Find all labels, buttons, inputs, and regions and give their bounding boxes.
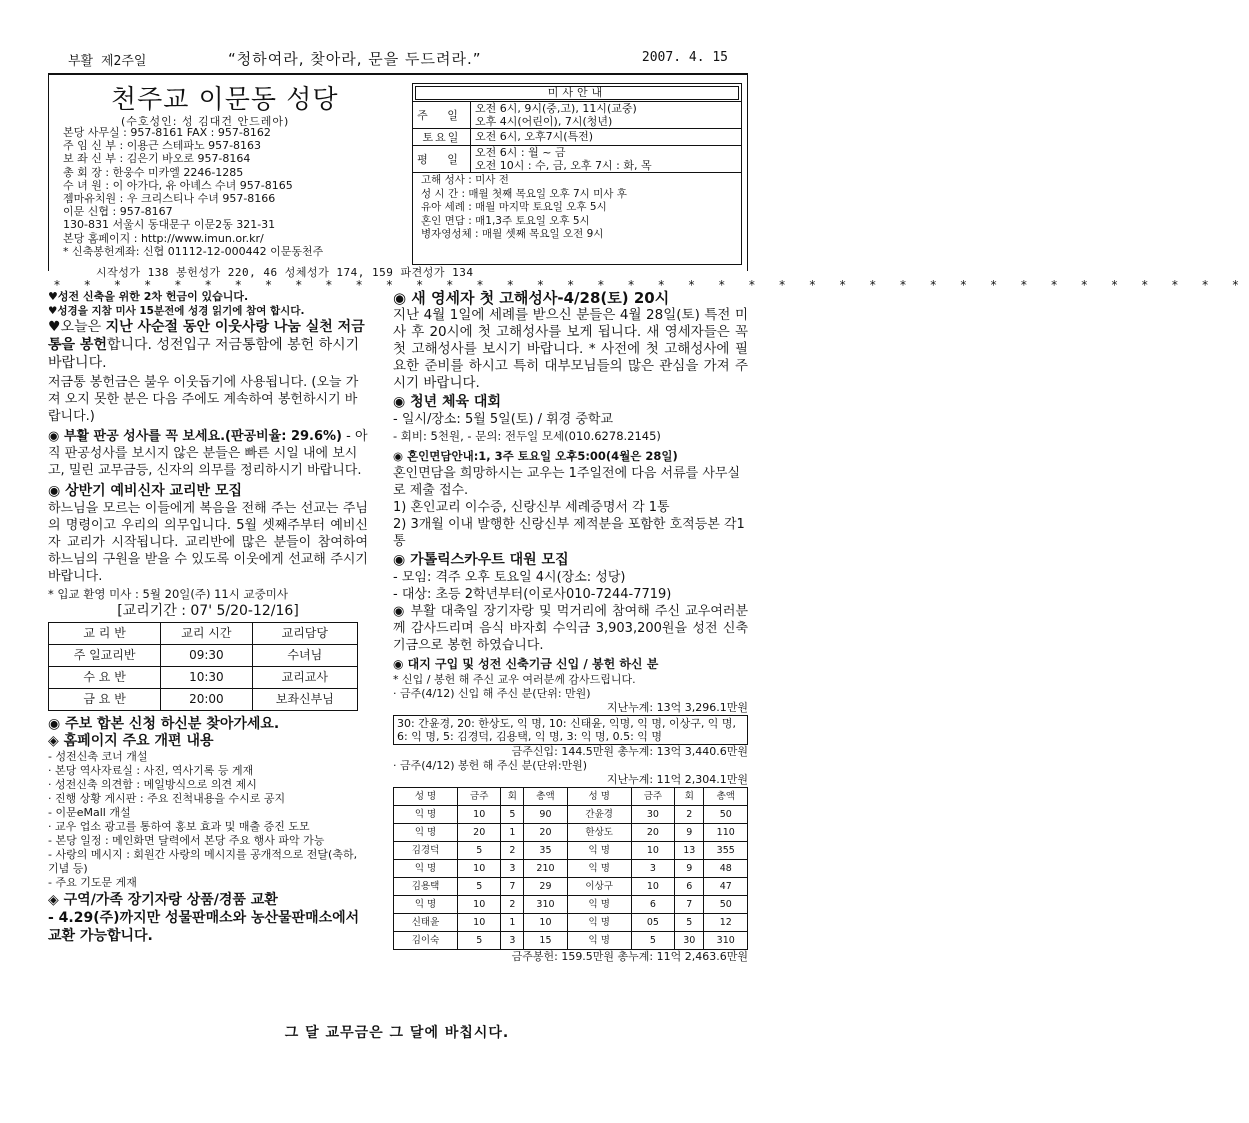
- donation-table: [393, 787, 748, 950]
- weekday-label: 평 일: [413, 146, 471, 172]
- table-row: 수 요 반 10:30 교리교사: [49, 667, 358, 689]
- exchange-heading: ◈ 구역/가족 장기자랑 상품/경품 교환: [48, 892, 278, 908]
- sacrament-notes: [413, 172, 741, 242]
- catechumen-heading: ◉ 상반기 예비신자 교리반 모집: [48, 483, 242, 499]
- homepage-item: - 주요 기도문 게재: [48, 876, 137, 889]
- exchange-text: - 4.29(주)까지만 성물판매소와 농산물판매소에서 교환 가능합니다.: [48, 910, 360, 944]
- mass-schedule-title: 미사안내: [415, 86, 739, 100]
- table-row: 김경덕 5 2 35 익 명 10 13 355: [394, 842, 748, 860]
- contact-line: 이문 신협 : 957-8167: [63, 205, 173, 219]
- youth-sports-heading: ◉ 청년 체육 대회: [393, 394, 501, 410]
- star-divider: * * * * * * * * * * * * * * * * * * * * * * * * * * * * * * * * * * * * * * * *: [54, 278, 1249, 292]
- table-row: 김이숙 5 3 15 익 명 5 30 310: [394, 932, 748, 950]
- contact-list: [63, 126, 323, 258]
- notice-bible-reading: ♥성경을 지참 미사 15분전에 성경 읽기에 참여 합시다.: [48, 305, 305, 317]
- donation-sum: 금주봉헌: 159.5만원 총누계: 11억 2,463.6만원: [511, 950, 748, 963]
- saturday-mass-row: [413, 128, 741, 145]
- bazaar-thanks: ◉ 부활 대축일 장기자랑 및 먹거리에 참여해 주신 교우여러분께 감사드리며 음식 바자회 수익금 3,903,200원을 성전 신축기금으로 봉헌 하였습니다.: [393, 604, 748, 653]
- homepage-item: · 본당 역사자료실 : 사진, 역사기록 등 게재: [48, 764, 254, 777]
- table-header-row: 성 명 금주 회 총액 성 명 금주 회 총액: [394, 788, 748, 806]
- weekday-mass-line: 오전 6시 : 월 ~ 금: [475, 146, 566, 159]
- sacrament-note: 고해 성사 : 미사 전: [421, 174, 509, 186]
- new-pledge-sum: 금주신입: 144.5만원 총누계: 13억 3,440.6만원: [511, 745, 748, 758]
- homepage-item: - 사랑의 메시지 : 회원간 사랑의 메시지를 공개적으로 전달(축하, 기념 등): [48, 848, 358, 875]
- scout-heading: ◉ 가톨릭스카우트 대원 모집: [393, 552, 569, 568]
- table-row: 금 요 반 20:00 보좌신부님: [49, 689, 358, 711]
- right-column: [393, 290, 748, 964]
- missal-heading: ◉ 주보 합본 신청 하신분 찾아가세요.: [48, 716, 280, 732]
- table-row: 주 일교리반 09:30 수녀님: [49, 645, 358, 667]
- homepage-item: · 교우 업소 광고를 통하여 홍보 효과 및 매출 증진 도모: [48, 820, 310, 833]
- donation-previous-total: 지난누계: 11억 2,304.1만원: [606, 773, 748, 786]
- catechumen-text: 하느님을 모르는 이들에게 복음을 전해 주는 선교는 주님의 명령이고 우리의 의무입니다. 5월 셋째주부터 예비신자 교리가 시작됩니다. 교리반에 많은 분들이 참여하여 하느님의 구원을 받을 수 있도록 이웃에게 선교해 주시기 바랍니다.: [48, 501, 368, 584]
- mass-schedule-box: [412, 83, 742, 265]
- wedding-text: 혼인면담을 희망하시는 교우는 1주일전에 다음 서류를 사무실로 제출 접수.: [393, 466, 741, 498]
- bulletin-date: 2007. 4. 15: [641, 50, 728, 65]
- piggybank-notice: ♥오늘은 지난 사순절 동안 이웃사랑 나눔 실천 저금통을 봉헌합니다. 성전입구 저금통함에 봉헌 하시기 바랍니다.: [48, 319, 365, 371]
- new-pledge-previous-total: 지난누계: 13억 3,296.1만원: [606, 701, 748, 714]
- homepage-item: - 성전신축 코너 개설: [48, 750, 148, 763]
- footer-slogan: 그 달 교무금은 그 달에 바칩시다.: [284, 1025, 510, 1041]
- left-column: [48, 290, 368, 945]
- homepage-item: · 성전신축 의견함 : 메일방식으로 의견 제시: [48, 778, 257, 791]
- catechesis-period: [교리기간 : 07' 5/20-12/16]: [117, 603, 299, 619]
- sacrament-note: 유아 세례 : 매월 마지막 토요일 오후 5시: [421, 201, 607, 213]
- heart-icon: ♥오늘은: [48, 319, 106, 335]
- welcome-mass: * 입교 환영 미사 : 5월 20일(주) 11시 교중미사: [48, 587, 288, 601]
- sunday-mass-line: 오전 6시, 9시(중,고), 11시(교중): [475, 102, 637, 115]
- weekday-mass-row: [413, 145, 741, 172]
- building-fund-thanks: * 신입 / 봉헌 해 주신 교우 여러분께 감사드립니다.: [393, 673, 636, 686]
- weekday-mass-line: 오전 10시 : 수, 금, 오후 7시 : 화, 목: [475, 159, 652, 172]
- new-pledge-names: 30: 간윤경, 20: 한상도, 익 명, 10: 신태윤, 익명, 익 명, 이상구, 익 명, 6: 익 명, 5: 김경덕, 김용택, 익 명, 3: 익 명, 0.5: 익 명: [393, 715, 748, 745]
- youth-sports-info: - 일시/장소: 5월 5일(토) / 휘경 중학교 - 회비: 5천원, - 문의: 전두일 모세(010.6278.2145): [393, 412, 661, 443]
- homepage-list: [48, 750, 368, 890]
- hymn-numbers: 시작성가 138 봉헌성가 220, 46 성체성가 174, 159 파견성가 134: [96, 266, 474, 279]
- piggybank-usage: 저금통 봉헌금은 불우 이웃돕기에 사용됩니다. (오늘 가져 오지 못한 분은 다음 주에도 계속하여 봉헌하시기 바랍니다.): [48, 375, 359, 424]
- sacrament-note: 혼인 면담 : 매1,3주 토요일 오후 5시: [421, 214, 590, 227]
- contact-line: * 신축봉헌계좌: 신협 01112-12-000442 이문동천주: [63, 244, 324, 258]
- wedding-heading: ◉ 혼인면담안내:1, 3주 토요일 오후5:00(4월은 28일): [393, 449, 678, 463]
- scout-info: - 모임: 격주 오후 토요일 4시(장소: 성당) - 대상: 초등 2학년부터(이로사010-7244-7719): [393, 570, 672, 602]
- new-pledge-title: · 금주(4/12) 신입 해 주신 분(단위: 만원): [393, 687, 591, 700]
- contact-line: 본당 홈페이지 : http://www.imun.or.kr/: [63, 231, 264, 245]
- contact-line: 본당 사무실 : 957-8161 FAX : 957-8162: [63, 126, 271, 139]
- patron-saint: (수호성인: 성 김대건 안드레아): [121, 115, 290, 128]
- contact-line: 보 좌 신 부 : 김은기 바오로 957-8164: [63, 152, 251, 166]
- sunday-label: 주 일: [413, 102, 471, 128]
- wedding-documents: 1) 혼인교리 이수증, 신랑신부 세례증명서 각 1통 2) 3개월 이내 발행한 신랑신부 제적분을 포함한 호적등본 각1통: [393, 500, 745, 549]
- table-row: 익 명 20 1 20 한상도 20 9 110: [394, 824, 748, 842]
- church-name: 천주교 이문동 성당: [111, 85, 339, 115]
- bulletin-header: [48, 73, 748, 271]
- sunday-mass-row: [413, 101, 741, 128]
- contact-line: 130-831 서울시 동대문구 이문2동 321-31: [63, 218, 276, 232]
- first-confession-text: 지난 4월 1일에 세례를 받으신 분들은 4월 28일(토) 특전 미사 후 20시에 첫 고해성사를 보게 됩니다. 새 영세자들은 꼭 첫 고해성사를 보시기 바랍니다. * 사전에 첫 고해성사에 필요한 준비를 하시고 특히 대부모님들의 많은 관심을 가져 주시기 바랍니다.: [393, 307, 748, 391]
- homepage-item: - 이문eMall 개설: [48, 806, 131, 819]
- table-header: 교 리 반: [49, 623, 161, 645]
- table-row: 김용택 5 7 29 이상구 10 6 47: [394, 878, 748, 896]
- table-header: 교리담당: [252, 623, 357, 645]
- saturday-label: 토요일: [413, 129, 471, 145]
- donation-title: · 금주(4/12) 봉헌 해 주신 분(단위:만원): [393, 759, 588, 772]
- class-schedule-table: [48, 622, 358, 711]
- homepage-item: · 진행 상황 게시판 : 주요 진척내용을 수시로 공지: [48, 792, 286, 805]
- contact-line: 주 임 신 부 : 이용근 스테파노 957-8163: [63, 139, 262, 153]
- homepage-item: - 본당 일정 : 메인화면 달력에서 본당 주요 행사 파악 가능: [48, 834, 325, 847]
- table-row: 신태윤 10 1 10 익 명 05 5 12: [394, 914, 748, 932]
- bulletin-top-line: [68, 50, 728, 70]
- contact-line: 젬마유치원 : 우 크리스티나 수녀 957-8166: [63, 192, 276, 206]
- confession-notice: ◉ 부활 판공 성사를 꼭 보세요.(판공비율: 29.6%) - 아직 판공성사를 보시지 않은 분들은 빠른 시일 내에 보시고, 밀린 교무금등, 신자의 의무를 정리하시기 바랍니다.: [48, 429, 368, 478]
- sacrament-note: 병자영성체 : 매월 셋째 목요일 오전 9시: [421, 228, 604, 240]
- saturday-mass-line: 오전 6시, 오후7시(특전): [475, 130, 594, 143]
- table-header: 교리 시간: [161, 623, 252, 645]
- table-row: 익 명 10 5 90 간윤경 30 2 50: [394, 806, 748, 824]
- contact-line: 총 회 장 : 한웅수 미카엘 2246-1285: [63, 165, 244, 179]
- notice-second-collection: ♥성전 신축을 위한 2차 헌금이 있습니다.: [48, 290, 249, 303]
- building-fund-heading: ◉ 대지 구입 및 성전 신축기금 신입 / 봉헌 하신 분: [393, 657, 659, 671]
- first-confession-heading: ◉ 새 영세자 첫 고해성사-4/28(토) 20시: [393, 289, 670, 307]
- table-row: 익 명 10 2 310 익 명 6 7 50: [394, 896, 748, 914]
- contact-line: 수 녀 원 : 이 아가다, 유 아녜스 수녀 957-8165: [63, 178, 293, 192]
- homepage-heading: ◈ 홈페이지 주요 개편 내용: [48, 733, 214, 749]
- table-row: 익 명 10 3 210 익 명 3 9 48: [394, 860, 748, 878]
- sacrament-note: 성 시 간 : 매월 첫째 목요일 오후 7시 미사 후: [421, 187, 627, 200]
- slogan: “청하여라, 찾아라, 문을 두드려라.”: [228, 50, 482, 68]
- liturgical-week: 부활 제2주일: [68, 54, 147, 69]
- sunday-mass-line: 오후 4시(어린이), 7시(청년): [475, 115, 613, 128]
